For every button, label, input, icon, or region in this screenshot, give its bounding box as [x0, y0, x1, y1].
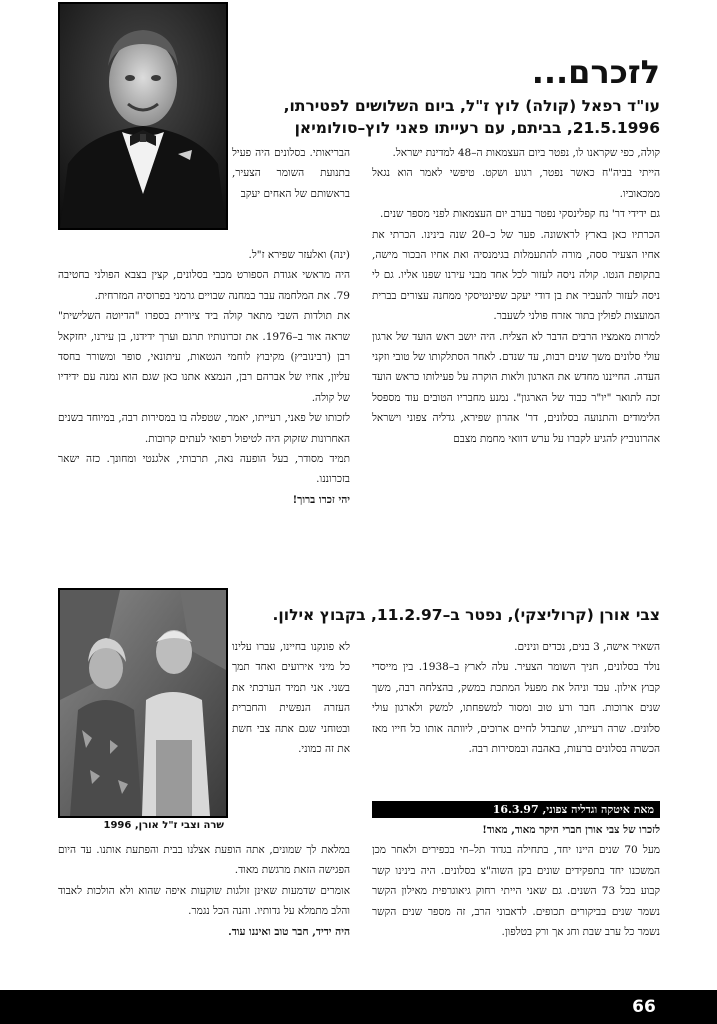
article2-headline: צבי אורן (קרוליצקי), נפטר ב–11.2.97, בקבוץ אילון. — [272, 606, 660, 624]
paragraph: תמיד מסודר, בעל הופעה נאה, תרבותי, אלגנטי ומחונך. כזה ישאר בזכרוננו. — [58, 453, 350, 486]
page-footer-bar — [0, 990, 717, 1024]
paragraph: הייתי בביה"ח כאשר נפטר, רגוע ושקט. טיפשי לאמר הוא נגאל ממכאוביו. — [372, 167, 660, 200]
article2-tribute — [372, 820, 660, 942]
paragraph: (ינה) ואלעזר שפירא ז"ל. — [248, 249, 350, 261]
article-title: לזכרם... — [531, 53, 660, 91]
article-headline-line2: 21.5.1996, בביתם, עם רעייתו פאני לוץ–סולומיאן — [294, 119, 660, 137]
tribute-author-bar: מאת איטקה וגדליה צפוני, 16.3.97 — [372, 801, 660, 818]
article2-right-column — [372, 637, 660, 759]
paragraph: למרות מאמציו הרבים הדבר לא הצליח. היה יושב ראש הועד של ארגון עולי סלונים משך שנים רבות, עד שנדם. לאחר הסתלקותו של טובי וזקני העדה. החייננו מחדש את הארגון ולאות הוקרה על פעילותו כראש הועד זכה לתואר "יו"ר כבוד של הארגון". נמנע מחבריו הטובים עוד מספסל הלימודים והתנועה בסלונים, דר' אהרון שפירא, גדליה צפוני וישראל אהרונוביץ להגיע לקברו על ערש דוואי מחמת מצבם — [372, 330, 660, 445]
paragraph: הכרתיו כאן בארץ לראשונה. פער של כ–20 שנה בינינו. הכרתי את אחיו הצעיר ססה, מורה להתעמלות בגימנסיה ואת אחיו הבכור מישה, בתקופת הגטו. קולה ניסה לעזור לכל אחד מבני עירנו שפנו אליו. גם לי ניסה לעזור להעביר את בן דודי יעקב שפינטיסקי ממחנה עצורים בברית המועצות לפולין בתור אזרח פולני לשעבר. — [372, 228, 660, 323]
portrait-photo-graphic — [60, 4, 226, 228]
page-number: 66 — [632, 997, 656, 1017]
article2-left-column — [58, 840, 350, 942]
tribute-lead: לזכרו של צבי אורן חברי היקר מאוד, מאוד! — [482, 824, 660, 836]
closing-line: היה ידיד, חבר טוב ואיננו עוד. — [228, 925, 350, 938]
paragraph: קולה, כפי שקראנו לו, נפטר ביום העצמאות ה–48 למדינת ישראל. — [392, 147, 660, 159]
portrait-photo-raphael-lutz — [58, 2, 228, 230]
couple-photo-graphic — [60, 590, 226, 816]
article1-left-narrow-column — [232, 143, 350, 204]
paragraph: גם ידידי דר' נח קפלינסקי נפטר בערב יום העצמאות לפני מספר שנים. — [379, 208, 660, 221]
paragraph: במלאת לך שמונים, אתה הופעת אצלנו בבית והפתעת אותנו. עד היום הפגישה הזאת מרגשת מאוד. — [58, 844, 350, 877]
paragraph: אומרים שדמעות שאינן זולגות שוקעות איפה שהוא ולא הולכות לאבוד והלב מתמלא על גדותיו. והנה הכל נגמר. — [58, 884, 350, 918]
closing-blessing: יהי זכרו ברוך! — [292, 493, 350, 506]
couple-photo-sara-and-zvi-oren — [58, 588, 228, 818]
article1-right-column — [372, 143, 660, 449]
article2-left-narrow-column — [232, 637, 350, 759]
paragraph: הבריאותי. בסלונים היה פעיל בתנועת השומר הצעיר, בראשותם של האחים יעקב — [232, 147, 350, 200]
paragraph: היה מראשי אגודת הספורט מכבי בסלונים, קצין בצבא הפולני בחטיבה 79. את המלחמה עבר במחנה שבויים גרמני בפרוסיה המזרחית. — [58, 269, 350, 302]
paragraph: נולד בסלונים, חניך השומר הצעיר. עלה לארץ ב–1938. בין מייסדי קבוץ אילון. עבד וניהל את מפעל המתכת במשק, בהצלחה רבה, משך שנים ארוכות. חבר ורע טוב ומסור למשפחתו, למשק ולארגון עולי סלונים. שרה רעייתו, שתבדל לחיים ארוכים, ליוותה אותו כל חייו מאז הכשרה בסלונים ברעות, באהבה ובמסירות רבה. — [372, 661, 660, 756]
article1-left-column — [58, 245, 350, 510]
paragraph: מעל 70 שנים היינו יחד, בתחילה בגדוד תל–חי בכפירים ולאחר מכן המשכנו יחד בתפקידים שונים בקן השוה"צ בסלונים. היה בינינו קשר קבוע בכל 73 השנים. גם שאני הייתי רחוק גיאוגרפית מאילון הקשר נשמר שנים בביקורים תכופים. לדאבוני הרב, זה מספר שנים הקשר נשמר כל ערב שבת וחג אך ורק בטלפון. — [372, 844, 660, 939]
paragraph: לא פונקנו בחיינו, עברו עלינו כל מיני אירועים ואחד תמך בשני. אני תמיד הערכתי את העזרה הנפשית והחברית ובטוחני שגם אתה צבי חשת את זה כמוני. — [232, 641, 350, 756]
paragraph: השאיר אישה, 3 בנים, נכדים ונינים. — [514, 641, 660, 653]
photo-caption: שרה וצבי ז"ל אורן, 1996 — [103, 820, 224, 831]
paragraph: לזכותו של פאני, רעייתו, יאמר, שטפלה בו במסירות רבה, במיוחד בשנים האחרונות שזקוק היה לטיפול רפואי לעתים קרובות. — [58, 412, 350, 445]
paragraph: את תולדות השבי מתאר קולה ביד ציורית בספרו "הדיוטה השלישית" שראה אור ב–1976. את זכרונותיו תרגם וערך ידידנו, בן עירנו, יחזקאל רבן (רבינוביץ) מקיבוץ לוחמי הגטאות, עיתונאי, סופר ומשורר בחסד עליון, אחיו של אברהם רבן, הנמצא אתנו כאן שגם הוא נמנה עם ידידיו של קולה. — [58, 310, 350, 404]
article-headline-line1: עו"ד רפאל (קולה) לוץ ז"ל, ביום השלושים לפטירתו, — [283, 97, 660, 115]
